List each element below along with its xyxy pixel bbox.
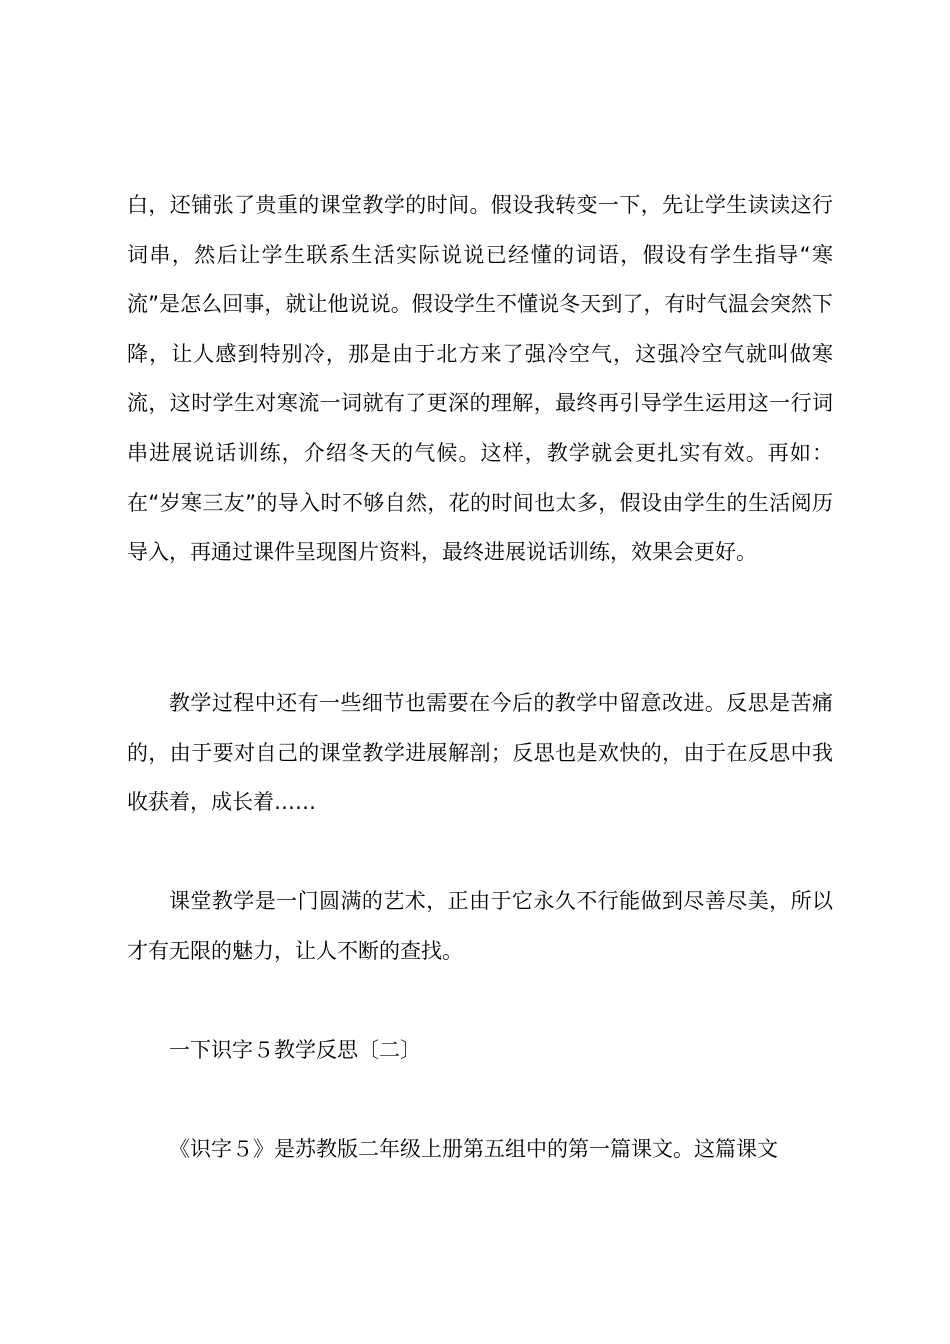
paragraph-continuation: 白，还铺张了贵重的课堂教学的时间。假设我转变一下，先让学生读读这行词串，然后让学生联系生活实际说说已经懂的词语，假设有学生指导“寒流”是怎么回事，就让他说说。假设学生不懂说冬天到了，有时气温会突然下降，让人感到特别冷，那是由于北方来了强冷空气，这强冷空气就叫做寒流，这时学生对寒流一词就有了更深的理解，最终再引导学生运用这一行词串进展说话训练，介绍冬天的气候。这样，教学就会更扎实有效。再如：在“岁寒三友”的导入时不够自然，花的时间也太多，假设由学生的生活阅历导入，再通过课件呈现图片资料，最终进展说话训练，效果会更好。 [127, 193, 833, 565]
paragraph-reflection: 教学过程中还有一些细节也需要在今后的教学中留意改进。反思是苦痛的，由于要对自己的课堂教学进展解剖；反思也是欢快的，由于在反思中我收获着，成长着…… [127, 691, 833, 815]
paragraph-conclusion: 课堂教学是一门圆满的艺术，正由于它永久不行能做到尽善尽美，所以才有无限的魅力，让人不断的查找。 [127, 889, 833, 963]
paragraph-intro: 《识字５》是苏教版二年级上册第五组中的第一篇课文。这篇课文 [169, 1137, 778, 1161]
section-heading: 一下识字５教学反思〔二〕 [169, 1038, 421, 1062]
